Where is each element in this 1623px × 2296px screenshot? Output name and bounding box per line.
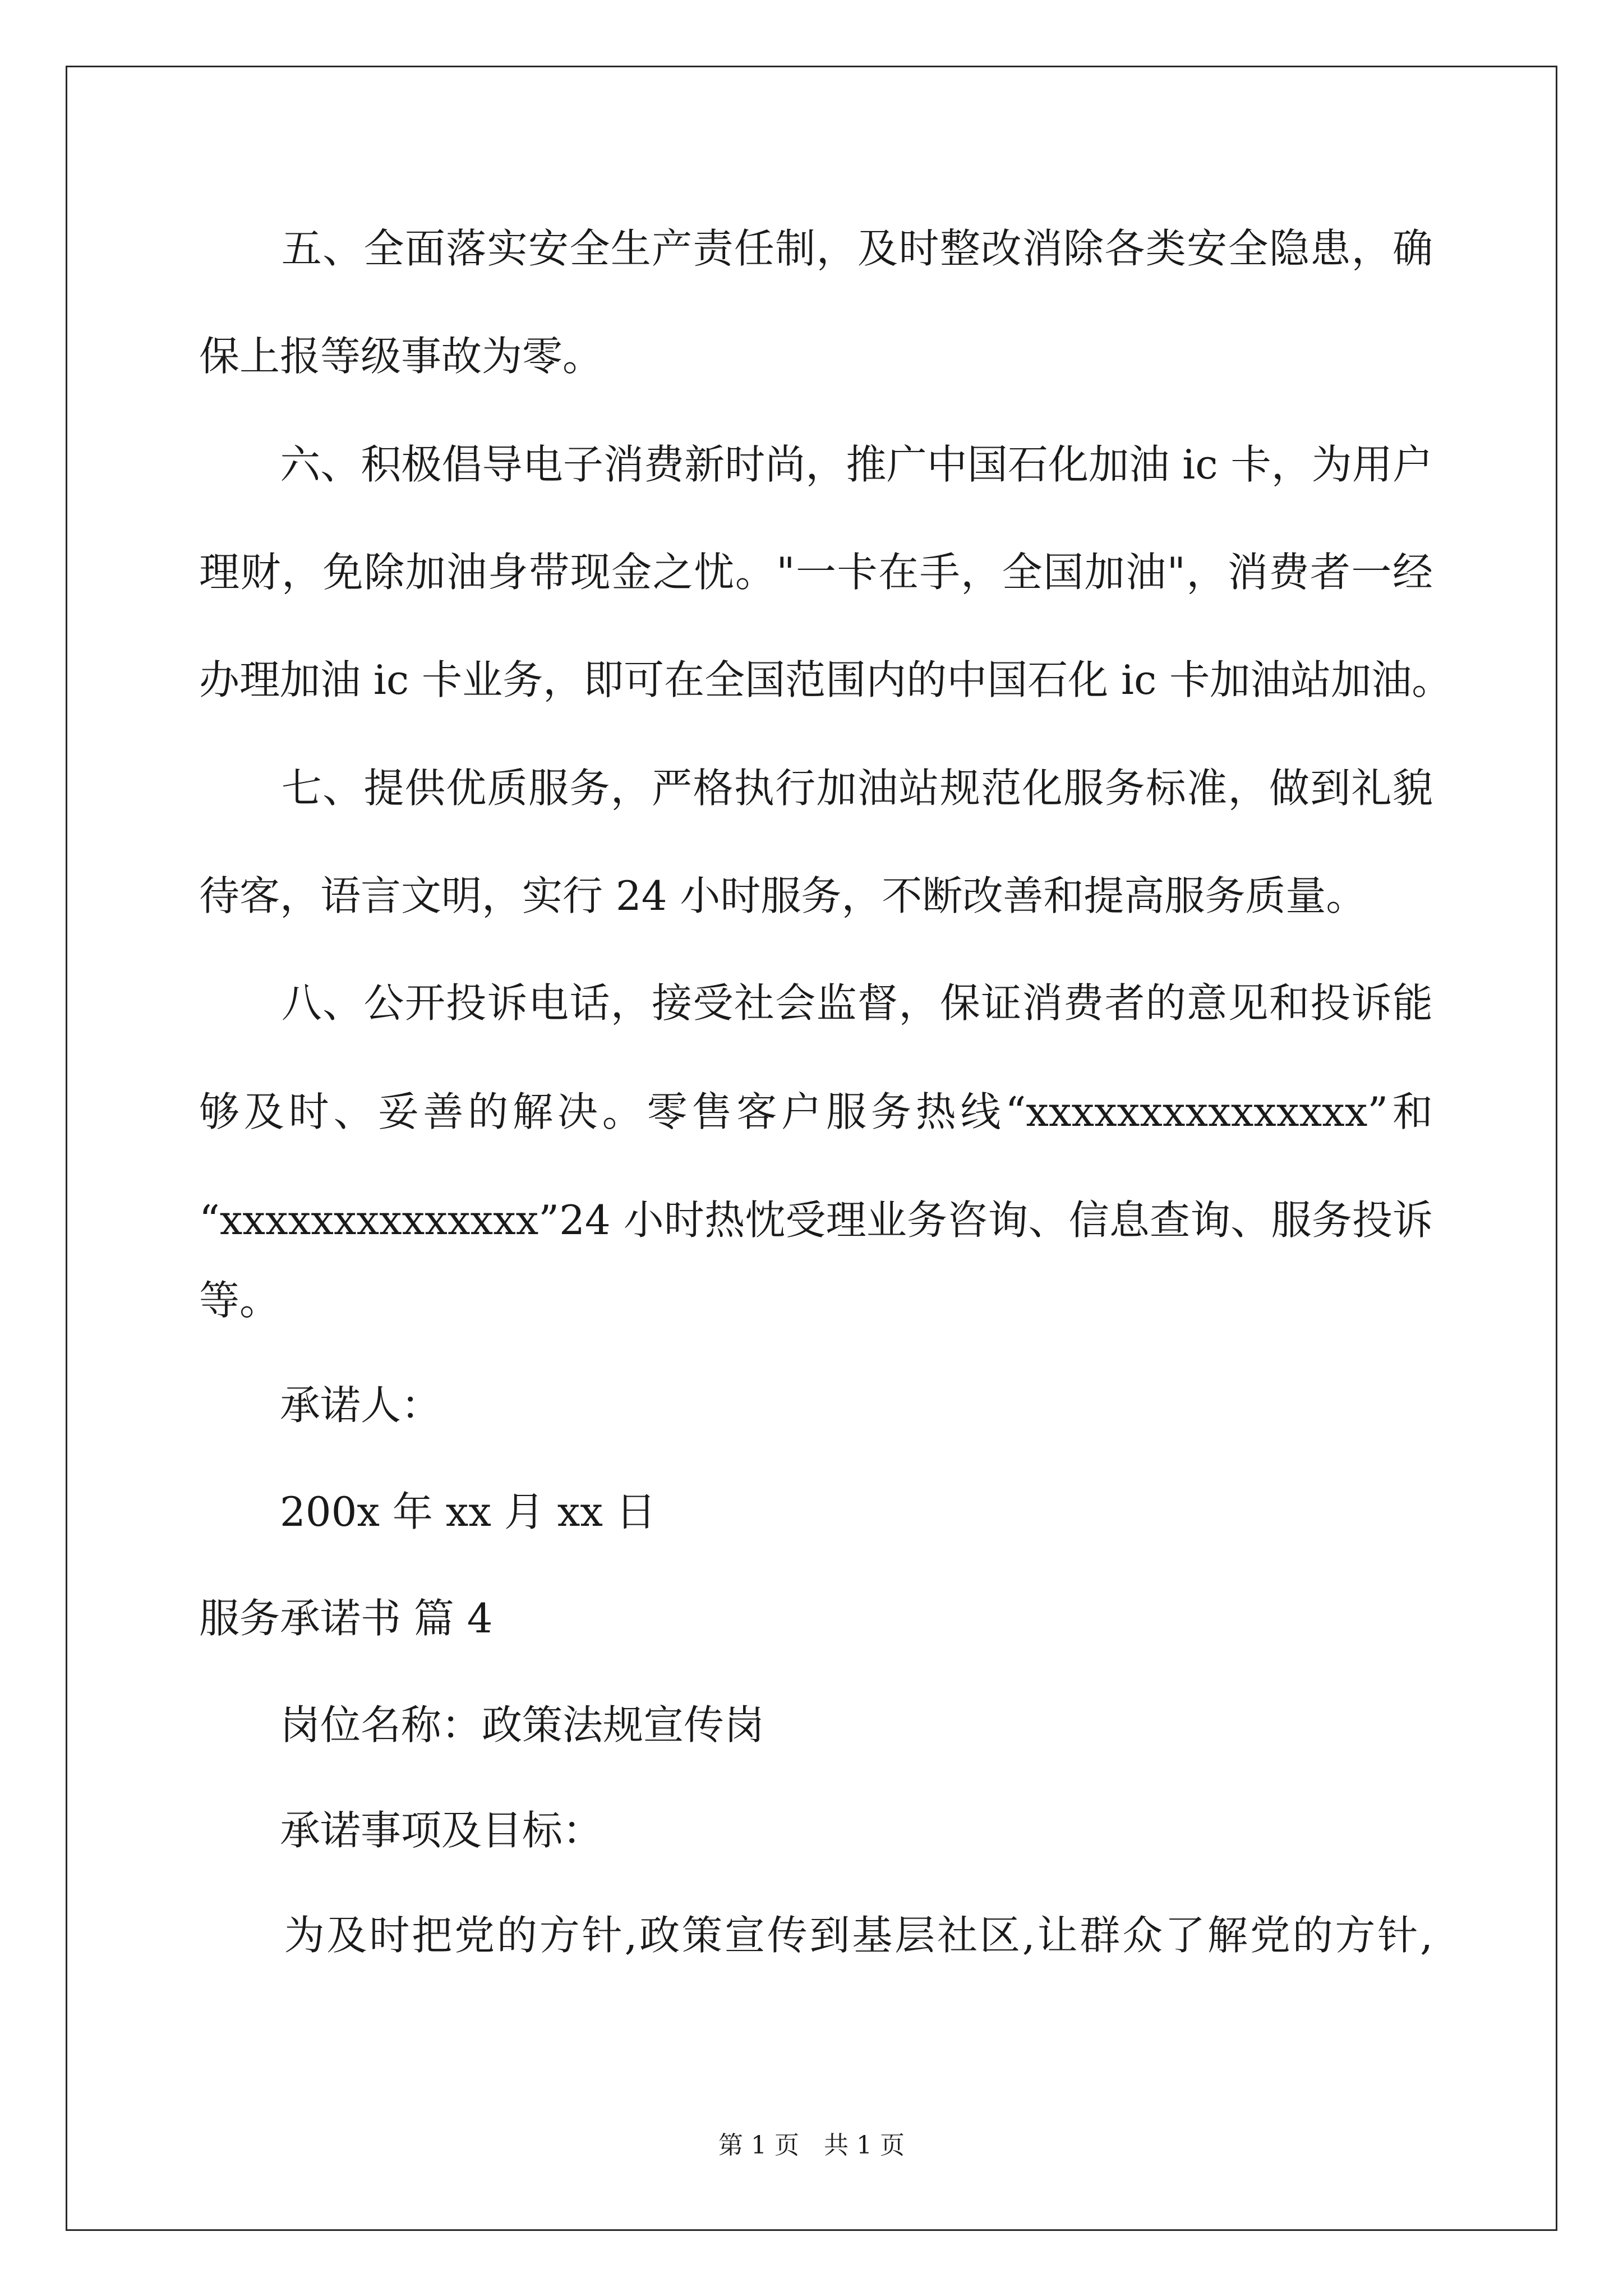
paragraph-line: 等。 bbox=[199, 1277, 280, 1324]
paragraph-line: 办理加油 ic 卡业务，即可在全国范围内的中国石化 ic 卡加油站加油。 bbox=[199, 656, 1453, 703]
paragraph-line: 理财，免除加油身带现金之忧。"一卡在手，全国加油"，消费者一经 bbox=[199, 549, 1433, 596]
date-line: 200x 年 xx 月 xx 日 bbox=[199, 1488, 656, 1535]
signature-label: 承诺人： bbox=[199, 1382, 442, 1429]
paragraph-line: 承诺事项及目标： bbox=[199, 1807, 603, 1854]
paragraph-line: 岗位名称：政策法规宣传岗 bbox=[199, 1701, 765, 1749]
page-border bbox=[66, 66, 1557, 2231]
section-heading: 服务承诺书 篇 4 bbox=[199, 1595, 493, 1642]
page-footer bbox=[0, 2129, 1623, 2162]
paragraph-line: 五、全面落实安全生产责任制，及时整改消除各类安全隐患，确 bbox=[199, 225, 1433, 272]
paragraph-line: 保上报等级事故为零。 bbox=[199, 333, 603, 380]
paragraph-line: 待客，语言文明，实行 24 小时服务，不断改善和提高服务质量。 bbox=[199, 872, 1367, 919]
paragraph-line: “xxxxxxxxxxxxxx”24 小时热忱受理业务咨询、信息查询、服务投诉 bbox=[199, 1197, 1433, 1244]
paragraph-line: 为及时把党的方针,政策宣传到基层社区,让群众了解党的方针, bbox=[199, 1912, 1433, 1959]
paragraph-line: 七、提供优质服务，严格执行加油站规范化服务标准，做到礼貌 bbox=[199, 765, 1433, 812]
paragraph-line: 六、积极倡导电子消费新时尚，推广中国石化加油 ic 卡，为用户 bbox=[199, 441, 1433, 488]
paragraph-line: 够及时、妥善的解决。零售客户服务热线“xxxxxxxxxxxxxxx”和 bbox=[199, 1088, 1433, 1135]
page-number: 第 1 页 共 1 页 bbox=[718, 2131, 905, 2160]
paragraph-line: 八、公开投诉电话，接受社会监督，保证消费者的意见和投诉能 bbox=[199, 979, 1433, 1027]
